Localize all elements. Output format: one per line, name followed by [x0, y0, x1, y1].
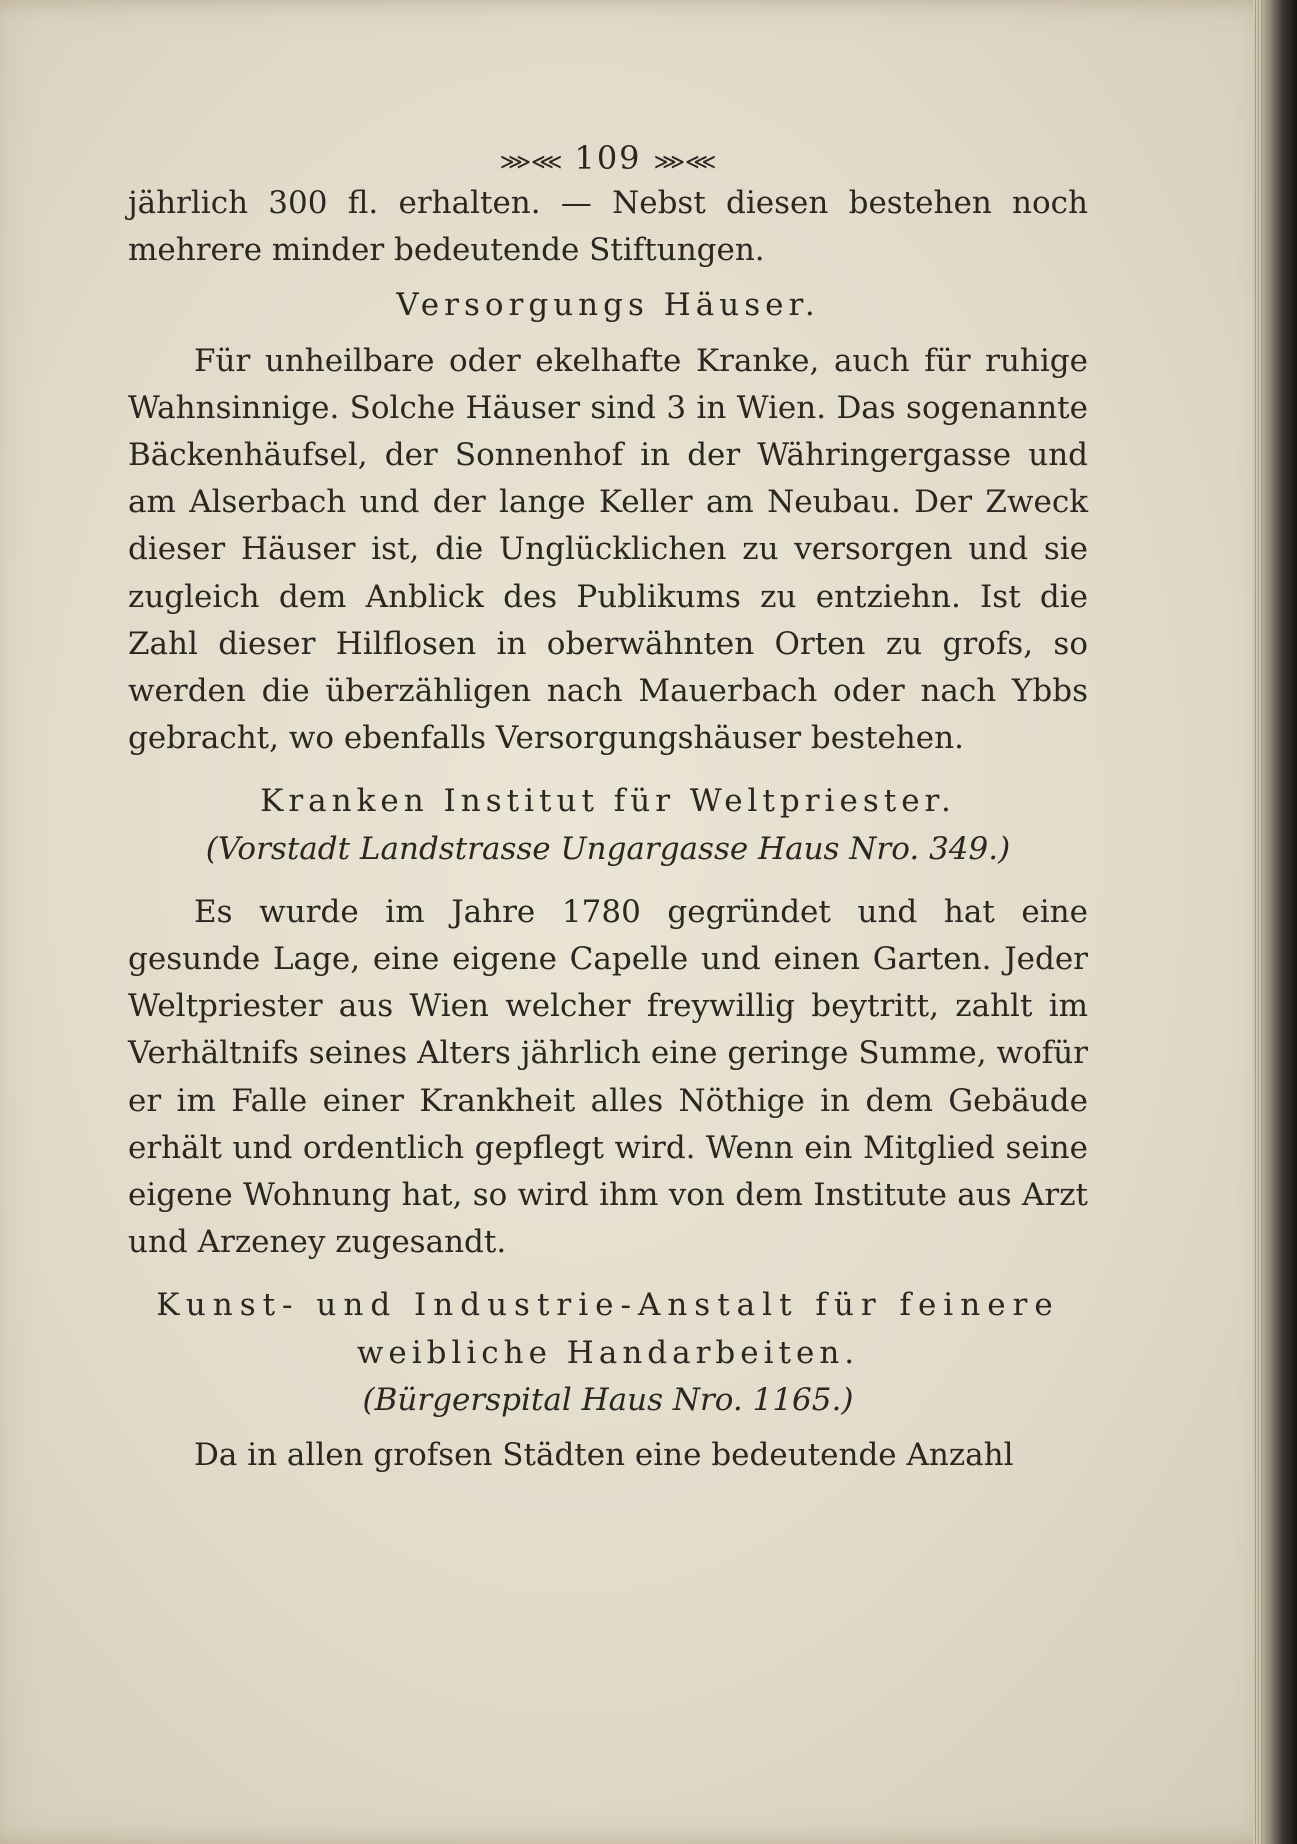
section-heading-kunstanstalt-line2: weibliche Handarbeiten. — [356, 1334, 860, 1371]
page-number: 109 — [574, 139, 642, 177]
section-body-kunstanstalt: Da in allen grofsen Städten eine bedeutende Anzahl — [194, 1437, 1014, 1474]
section-address-kunstanstalt: (Bürgerspital Haus Nro. 1165.) — [362, 1381, 854, 1418]
page-header — [128, 138, 1088, 178]
section-body-kranken-institut: Es wurde im Jahre 1780 gegründet und hat eine gesunde Lage, eine eigene Capelle und einen Garten. Jeder Weltpriester aus Wien welcher freywillig beytritt, zahlt im Verhältnifs seines Alters jährlich eine geringe Summe, wofür er im Falle einer Krankheit alles Nöthige in dem Gebäude erhält und ordentlich gepflegt wird. Wenn ein Mitglied seine eigene Wohnung hat, so wird ihm von dem Institute aus Arzt und Arzeney zugesandt. — [128, 893, 1088, 1261]
section-heading-versorgungshaeuser: Versorgungs Häuser. — [396, 287, 820, 324]
section-body-versorgungshaeuser: Für unheilbare oder ekelhafte Kranke, auch für ruhige Wahnsinnige. Solche Häuser sind 3 in Wien. Das sogenannte Bäckenhäufsel, der Sonnenhof in der Währingergasse und am Alserbach und der lange Keller am Neubau. Der Zweck dieser Häuser ist, die Unglücklichen zu versorgen und sie zugleich dem Anblick des Publikums zu entziehn. Ist die Zahl dieser Hilflosen in oberwähnten Orten zu grofs, so werden die überzähligen nach Mauerbach oder nach Ybbs gebracht, wo ebenfalls Versorgungshäuser bestehen. — [128, 342, 1088, 757]
header-ornament-right: ⋙⋘ — [653, 150, 717, 175]
page-content — [128, 138, 1088, 1479]
section-address-kranken-institut: (Vorstadt Landstrasse Ungargasse Haus Nro. 349.) — [205, 830, 1011, 867]
book-spine — [1262, 0, 1297, 1844]
section-heading-kunstanstalt-line1: Kunst- und Industrie-Anstalt für feinere — [156, 1287, 1060, 1324]
intro-paragraph: jährlich 300 fl. erhalten. — Nebst diesen bestehen noch mehrere minder bedeutende Stiftungen. — [128, 185, 1088, 269]
header-ornament-left: ⋙⋘ — [499, 150, 563, 175]
section-heading-kranken-institut: Kranken Institut für Weltpriester. — [260, 783, 956, 820]
